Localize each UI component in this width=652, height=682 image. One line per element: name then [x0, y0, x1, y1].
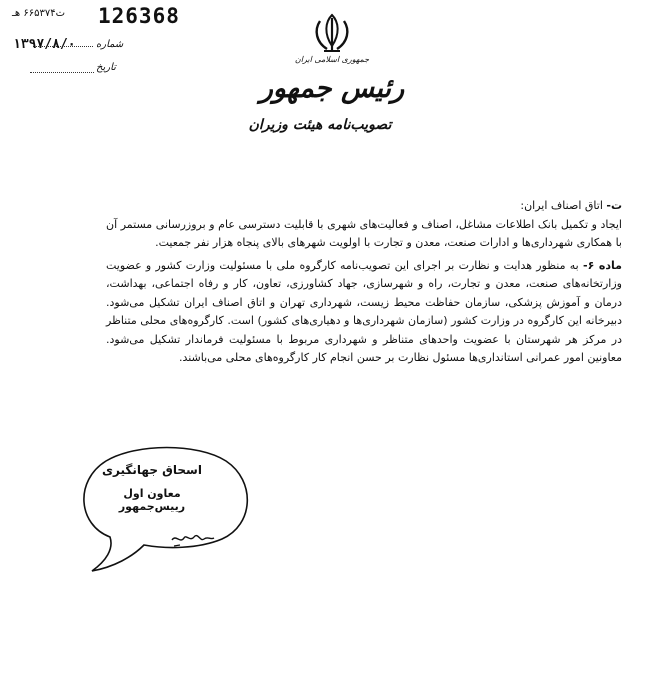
reference-code: ت۶۶۵۳۷۴ هـ [12, 8, 66, 19]
iran-emblem-icon [311, 12, 353, 56]
signer-title: معاون اول رییس‌جمهور [118, 487, 186, 513]
signer-name: اسحاق جهانگیری [102, 463, 202, 477]
number-value: ۱۳۹۷/۸/۰ [13, 37, 76, 52]
article-label: ماده ۶- [583, 258, 622, 272]
registration-number: 126368 [98, 4, 180, 28]
number-label: شماره [96, 39, 124, 50]
office-title: رئیس جمهور [259, 73, 405, 104]
item-title: اتاق اصناف ایران: [520, 199, 603, 212]
item-paragraph: ایجاد و تکمیل بانک اطلاعات مشاغل، اصناف و فعالیت‌های شهری با قابلیت دسترسی عام و بروزرسانی مستمر آن با همکاری شهرداری‌ها و ادارات صنعت، معدن و تجارت با اولویت شهرهای بالای پنجاه هزار نفر جمعیت. [106, 217, 622, 249]
article-text: به منظور هدایت و نظارت بر اجرای این تصویب‌نامه کارگروه ملی با مسئولیت وزارت کشور و عضویت وزارتخانه‌های صنعت، معدن و تجارت، راه و شهرسازی، جهاد کشاورزی، تعاون، کار و رفاه اجتماعی، بهداشت، درمان و آموزش پزشکی، سازمان حفاظت محیط زیست، شهرداری تهران و اتاق اصناف ایران تشکیل می‌شود. دبیرخانه این کارگروه در وزارت کشور (سازمان شهرداری‌ها و دهیاری‌های کشور) است. کارگروه‌های محلی متناظر در مرکز هر شهرستان با عضویت واحدهای متناظر و شهرداری مربوط با مسئولیت فرماندار تشکیل می‌شود. معاونین امور عمرانی استانداری‌ها مسئول نظارت بر حسن انجام کار کارگروه‌های محلی می‌باشند. [106, 258, 622, 364]
office-subtitle: تصویب‌نامه هیئت وزیران [248, 117, 392, 133]
date-dotted-line [30, 72, 94, 73]
item-heading [106, 197, 622, 216]
item-label: ت- [606, 199, 622, 212]
country-name: جمهوری اسلامی ایران [294, 55, 370, 64]
date-label: تاریخ [96, 62, 116, 73]
handwritten-signature [168, 528, 216, 550]
document-body [106, 197, 622, 368]
article-paragraph [106, 257, 622, 368]
